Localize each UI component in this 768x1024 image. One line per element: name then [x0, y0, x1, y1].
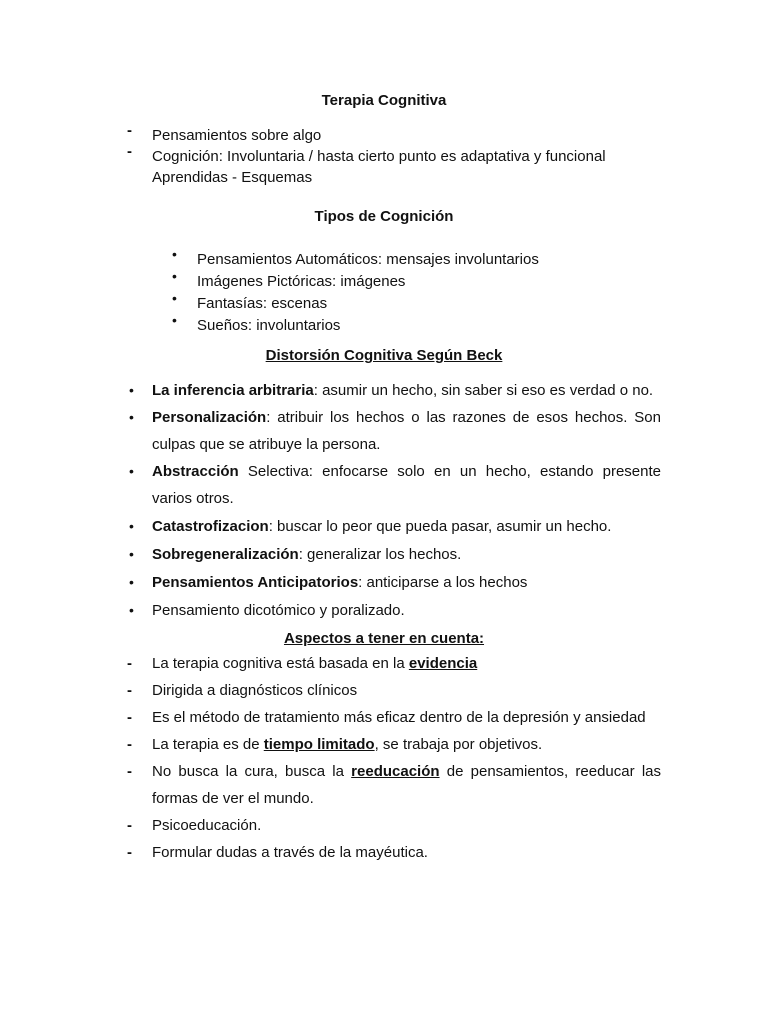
list-item-text: Fantasías: escenas [197, 295, 328, 312]
emphasis-text: evidencia [408, 655, 478, 672]
list-item-text [152, 758, 661, 812]
list-item-text: Es el método de tratamiento más eficaz dentro de la depresión y ansiedad [152, 709, 646, 726]
list-item-text [152, 541, 661, 568]
text-fragment: La terapia cognitiva está basada en la [152, 655, 409, 672]
bullet-marker: • [172, 290, 177, 306]
bullet-marker: • [172, 312, 177, 328]
term-label: Catastrofizacion [152, 518, 269, 535]
list-item-text [152, 458, 661, 512]
section-title-distorsion [0, 347, 768, 364]
term-label: Abstracción [152, 463, 239, 480]
emphasis-text: tiempo limitado [263, 736, 375, 753]
bullet-marker: • [129, 382, 134, 398]
list-item-text [152, 404, 661, 458]
section-title-tipos: Tipos de Cognición [314, 208, 454, 225]
term-definition: : asumir un hecho, sin saber si eso es verdad o no. [313, 382, 654, 399]
bullet-marker: • [129, 602, 134, 618]
list-item-text: Cognición: Involuntaria / hasta cierto punto es adaptativa y funcional [152, 148, 606, 165]
section-title-text: Aspectos a tener en cuenta: [283, 630, 485, 647]
page-title: Terapia Cognitiva [321, 92, 447, 109]
term-definition: : buscar lo peor que pueda pasar, asumir un hecho. [268, 518, 612, 535]
list-item-text [152, 513, 661, 540]
list-item-text: Pensamiento dicotómico y poralizado. [152, 602, 405, 619]
dash-marker: - [127, 763, 132, 780]
dash-marker: - [127, 122, 132, 139]
list-item-text [152, 569, 661, 596]
text-fragment: , se trabaja por objetivos. [374, 736, 543, 753]
list-item-text: Psicoeducación. [152, 817, 262, 834]
list-item-text: Formular dudas a través de la mayéutica. [152, 844, 428, 861]
term-label: Personalización [152, 409, 267, 426]
term-definition: : atribuir los hechos o las razones de esos hechos. Son culpas que se atribuye la persona. [152, 409, 661, 453]
bullet-marker: • [129, 574, 134, 590]
list-item-text: Aprendidas - Esquemas [152, 169, 313, 186]
text-fragment: de pensamientos, reeducar las formas de ver el mundo. [152, 763, 661, 807]
emphasis-text: reeducación [351, 763, 440, 780]
bullet-marker: • [129, 546, 134, 562]
dash-marker: - [127, 736, 132, 753]
list-item-text [152, 731, 661, 758]
bullet-marker: • [129, 463, 134, 479]
text-fragment: No busca la cura, busca la [152, 763, 352, 780]
term-label: La inferencia arbitraria [152, 382, 314, 399]
dash-marker: - [127, 655, 132, 672]
list-item-text [152, 650, 661, 677]
list-item-text: Pensamientos sobre algo [152, 127, 322, 144]
term-label: Pensamientos Anticipatorios [152, 574, 359, 591]
term-definition: : generalizar los hechos. [298, 546, 462, 563]
bullet-marker: • [172, 268, 177, 284]
dash-marker: - [127, 709, 132, 726]
bullet-marker: • [129, 409, 134, 425]
section-title-text: Distorsión Cognitiva Según Beck [265, 347, 503, 364]
dash-marker: - [127, 682, 132, 699]
list-item-text: Dirigida a diagnósticos clínicos [152, 682, 358, 699]
bullet-marker: • [129, 518, 134, 534]
term-definition: Selectiva: enfocarse solo en un hecho, estando presente varios otros. [152, 463, 661, 507]
dash-marker: - [127, 143, 132, 160]
list-item-text: Pensamientos Automáticos: mensajes involuntarios [197, 251, 539, 268]
list-item-text: Imágenes Pictóricas: imágenes [197, 273, 406, 290]
section-title-aspectos [0, 630, 768, 647]
text-fragment: La terapia es de [152, 736, 264, 753]
term-label: Sobregeneralización [152, 546, 299, 563]
bullet-marker: • [172, 246, 177, 262]
dash-marker: - [127, 817, 132, 834]
list-item-text [152, 377, 661, 404]
list-item-text: Sueños: involuntarios [197, 317, 341, 334]
term-definition: : anticiparse a los hechos [358, 574, 528, 591]
dash-marker: - [127, 844, 132, 861]
